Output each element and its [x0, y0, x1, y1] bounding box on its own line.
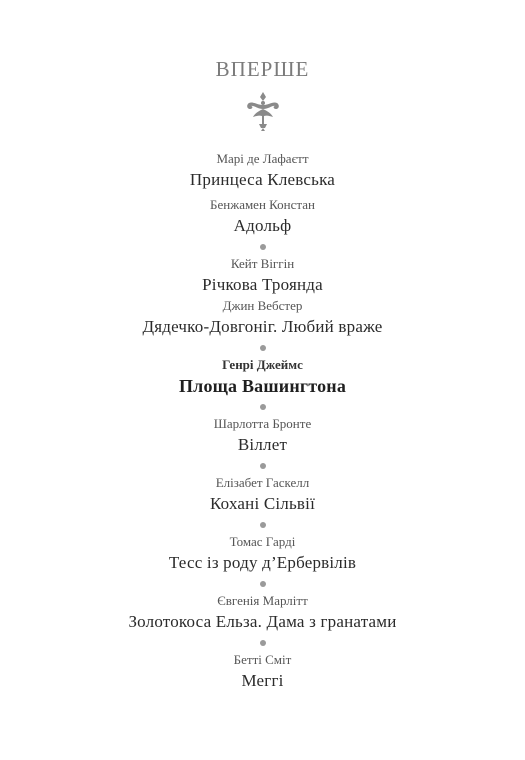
book-title: Річкова Троянда — [202, 275, 323, 294]
separator-dot — [260, 404, 266, 410]
book-title: Дядечко-Довгоніг. Любий враже — [142, 317, 383, 336]
book-author: Бетті Сміт — [233, 652, 292, 667]
book-author: Елізабет Гаскелл — [215, 475, 310, 490]
separator-dot — [260, 244, 266, 250]
book-title: Кохані Сільвії — [209, 494, 316, 513]
book-author: Євгенія Марлітт — [217, 593, 308, 608]
fleuron-ornament-icon — [242, 90, 284, 132]
book-author: Джин Вебстер — [222, 298, 303, 313]
separator-dot — [260, 581, 266, 587]
book-author: Кейт Віггін — [230, 256, 295, 271]
book-list — [0, 150, 525, 693]
book-title: Віллет — [237, 435, 288, 454]
separator-dot — [260, 463, 266, 469]
book-title: Площа Вашингтона — [178, 376, 347, 396]
book-title: Адольф — [233, 216, 292, 235]
separator-dot — [260, 522, 266, 528]
book-author: Бенжамен Констан — [210, 197, 315, 212]
book-title: Принцеса Клевська — [189, 170, 336, 189]
book-title: Золотокоса Ельза. Дама з гранатами — [128, 612, 397, 631]
separator-dot — [260, 640, 266, 646]
separator-dot — [260, 345, 266, 351]
book-author: Марі де Лафаєтт — [216, 151, 309, 166]
book-author: Шарлотта Бронте — [213, 416, 312, 431]
book-title: Меггі — [241, 671, 284, 690]
book-author: Генрі Джеймс — [222, 357, 303, 372]
book-title: Тесс із роду д’Ербервілів — [168, 553, 357, 572]
book-author: Томас Гарді — [229, 534, 296, 549]
page-heading: ВПЕРШЕ — [215, 57, 310, 81]
